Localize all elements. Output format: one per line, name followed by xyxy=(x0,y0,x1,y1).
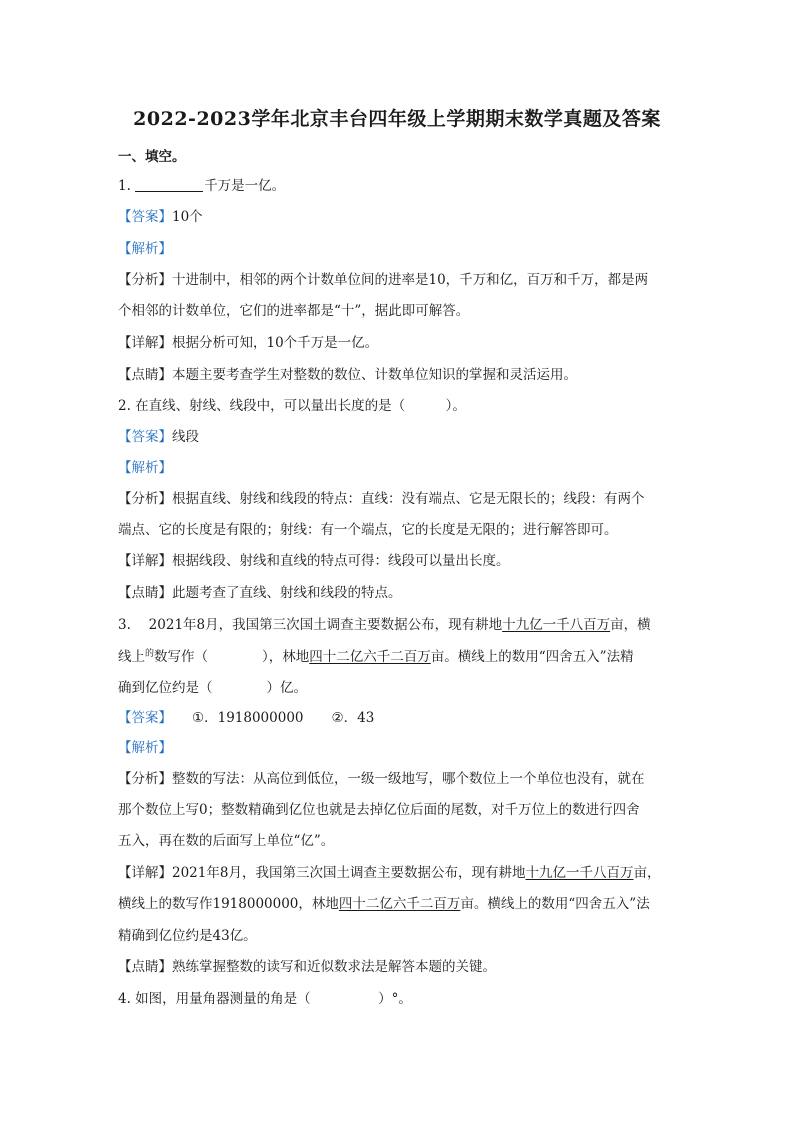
dianjing-text: 此题考查了直线、射线和线段的特点。 xyxy=(172,585,402,601)
q2-fenxi-cont: 端点、它的长度是有限的；射线：有一个端点，它的长度是无限的；进行解答即可。 xyxy=(118,522,618,538)
xiangjie-text: 根据线段、射线和直线的特点可得：线段可以量出长度。 xyxy=(172,553,510,569)
section-heading: 一、填空。 xyxy=(118,149,186,165)
superscript-char: 的 xyxy=(145,649,155,659)
fenxi-tag: 【分析】 xyxy=(118,272,172,288)
question-3 xyxy=(118,616,678,634)
answer-tag: 【答案】 xyxy=(118,429,172,445)
q3-jiexi-tag: 【解析】 xyxy=(118,740,172,756)
q3-answer xyxy=(118,709,678,727)
q3-dianjing xyxy=(118,958,678,976)
q3-xiangjie-cont-2: 精确到亿位约是43亿。 xyxy=(118,928,257,944)
xiangjie-tag: 【详解】 xyxy=(118,553,172,569)
xiangjie-tag: 【详解】 xyxy=(118,335,172,351)
q3-fenxi-cont-2: 五入，再在数的后面写上单位“亿”。 xyxy=(118,833,335,849)
question-text: 亩，横 xyxy=(610,617,651,633)
dianjing-tag: 【点睛】 xyxy=(118,585,172,601)
q2-dianjing xyxy=(118,584,678,602)
xiangjie-text: 横线上的数写作1918000000，林地 xyxy=(118,896,339,912)
question-text: 千万是一亿。 xyxy=(204,178,286,194)
answer-text: 线段 xyxy=(172,429,199,445)
dianjing-tag: 【点睛】 xyxy=(118,367,172,383)
q1-jiexi-tag: 【解析】 xyxy=(118,241,172,257)
xiangjie-text: 2021年8月，我国第三次国土调查主要数据公布，现有耕地 xyxy=(172,865,526,881)
xiangjie-text: 亩。横线上的数用“四舍五入”法 xyxy=(460,896,650,912)
question-3-line-2 xyxy=(118,648,678,668)
q2-answer xyxy=(118,428,678,446)
xiangjie-text: 亩， xyxy=(633,865,661,881)
q2-fenxi xyxy=(118,490,678,508)
question-text: 数写作（ ），林地 xyxy=(154,649,310,665)
q1-answer xyxy=(118,208,678,226)
page-title: 2022-2023学年北京丰台四年级上学期期末数学真题及答案 xyxy=(133,108,661,130)
q3-xiangjie xyxy=(118,864,678,882)
answer-2: ②．43 xyxy=(331,710,375,726)
fenxi-text: 根据直线、射线和线段的特点：直线：没有端点、它是无限长的；线段：有两个 xyxy=(172,491,645,507)
dianjing-text: 熟练掌握整数的读写和近似数求法是解答本题的关键。 xyxy=(172,959,496,975)
underlined-number: 十九亿一千八百万 xyxy=(502,617,611,633)
q1-dianjing xyxy=(118,366,678,384)
fenxi-tag: 【分析】 xyxy=(118,491,172,507)
q3-xiangjie-cont xyxy=(118,895,678,913)
q1-xiangjie xyxy=(118,334,678,352)
question-3-line-3: 确到亿位约是（ ）亿。 xyxy=(118,680,307,696)
question-text: 3. 2021年8月，我国第三次国土调查主要数据公布，现有耕地 xyxy=(118,617,503,633)
xiangjie-tag: 【详解】 xyxy=(118,865,172,881)
xiangjie-text: 根据分析可知，10个千万是一亿。 xyxy=(172,335,379,351)
question-text: 线上 xyxy=(118,649,145,665)
question-1 xyxy=(118,177,678,195)
q3-fenxi xyxy=(118,770,678,788)
question-number: 1. xyxy=(118,178,131,194)
underlined-number: 四十二亿六千二百万 xyxy=(338,896,461,912)
fenxi-text: 整数的写法：从高位到低位，一级一级地写，哪个数位上一个单位也没有，就在 xyxy=(172,771,645,787)
question-text: 亩。横线上的数用“四舍五入”法精 xyxy=(430,649,634,665)
dianjing-text: 本题主要考查学生对整数的数位、计数单位知识的掌握和灵活运用。 xyxy=(172,367,577,383)
q2-xiangjie xyxy=(118,552,678,570)
fenxi-text: 十进制中，相邻的两个计数单位间的进率是10，千万和亿，百万和千万，都是两 xyxy=(172,272,649,288)
answer-tag: 【答案】 xyxy=(118,710,172,726)
answer-1: ①．1918000000 xyxy=(192,710,304,726)
underlined-number: 十九亿一千八百万 xyxy=(525,865,634,881)
answer-blank xyxy=(135,177,203,192)
q3-fenxi-cont: 那个数位上写0；整数精确到亿位也就是去掉亿位后面的尾数，对千万位上的数进行四舍 xyxy=(118,802,640,818)
answer-tag: 【答案】 xyxy=(118,209,172,225)
answer-text: 10个 xyxy=(172,209,203,225)
q1-fenxi-cont: 个相邻的计数单位，它们的进率都是“十”，据此即可解答。 xyxy=(118,303,470,319)
dianjing-tag: 【点睛】 xyxy=(118,959,172,975)
fenxi-tag: 【分析】 xyxy=(118,771,172,787)
underlined-number: 四十二亿六千二百万 xyxy=(309,649,431,665)
q1-fenxi xyxy=(118,271,678,289)
question-4: 4. 如图，用量角器测量的角是（ ）°。 xyxy=(118,991,412,1007)
question-2: 2. 在直线、射线、线段中，可以量出长度的是（ ）。 xyxy=(118,398,466,414)
q2-jiexi-tag: 【解析】 xyxy=(118,460,172,476)
